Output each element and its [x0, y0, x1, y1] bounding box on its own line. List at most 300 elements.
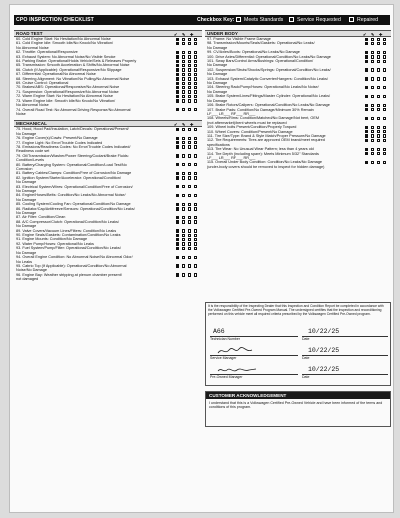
meets-standards-checkbox[interactable] [176, 55, 179, 58]
service-requested-checkbox[interactable] [182, 220, 185, 223]
repaired-checkbox[interactable] [188, 194, 191, 197]
left-column [14, 30, 202, 282]
extra-checkbox[interactable] [194, 220, 197, 223]
meets-standards-checkbox[interactable] [176, 90, 179, 93]
service-requested-checkbox[interactable] [182, 90, 185, 93]
checklist-item-text: 60. Cold Engine Start: No Hesitation/No Abnormal Noise [16, 37, 111, 41]
extra-checkbox[interactable] [383, 95, 386, 98]
service-manager-date-label: Date [302, 355, 310, 360]
meets-standards-checkbox[interactable] [176, 207, 179, 210]
service-manager-date-value: 10/22/25 [308, 347, 340, 354]
extra-checkbox[interactable] [194, 176, 197, 179]
meets-standards-checkbox[interactable] [365, 77, 368, 80]
service-requested-checkbox[interactable] [182, 273, 185, 276]
checklist-item-text: 103. Exhaust System/Catalytic Converter/Hangers: Condition/No Leaks/ [207, 76, 328, 81]
service-requested-checkbox[interactable] [182, 154, 185, 157]
repaired-checkbox[interactable] [188, 145, 191, 148]
checklist-item-text: No Damage [207, 98, 228, 103]
extra-checkbox[interactable] [383, 152, 386, 155]
repaired-checkbox[interactable] [188, 95, 191, 98]
meets-standards-checkbox[interactable] [176, 145, 179, 148]
extra-checkbox[interactable] [383, 126, 386, 129]
checklist-item-text: 62. Throttle: Operational/Responsive [16, 50, 78, 55]
checklist-header-bar [14, 15, 390, 25]
repaired-checkbox[interactable] [188, 141, 191, 144]
repaired-checkbox[interactable] [377, 148, 380, 151]
repaired-checkbox[interactable] [377, 161, 380, 164]
checklist-item-text: No Damage [207, 63, 228, 68]
service-requested-checkbox[interactable] [371, 117, 374, 120]
checklist-item-text: 100. Drive Axles/Differential: Operational/Condition/No Leaks/No Damage [207, 54, 331, 59]
extra-checkbox[interactable] [383, 108, 386, 111]
meets-standards-checkbox[interactable] [176, 264, 179, 267]
key-service-requested: Service Requested [297, 17, 341, 23]
repaired-checkbox[interactable] [188, 73, 191, 76]
repaired-checkbox[interactable] [188, 77, 191, 80]
meets-standards-checkbox[interactable] [176, 64, 179, 67]
extra-checkbox[interactable] [194, 68, 197, 71]
checklist-item-text: 70. Brakes/ABS: Operational/Responsive/No Abnormal Noise [16, 85, 120, 90]
repaired-checkbox[interactable] [377, 77, 380, 80]
extra-checkbox[interactable] [194, 194, 197, 197]
checklist-item-text: 78. Emissions/Readiness Codes: No Error/Trouble Codes Indicated/ [16, 144, 131, 149]
repaired-checkbox[interactable] [188, 220, 191, 223]
service-requested-checkbox[interactable] [182, 51, 185, 54]
repaired-checkbox[interactable] [188, 238, 191, 241]
service-requested-checkbox[interactable] [182, 128, 185, 131]
repaired-checkbox[interactable] [188, 86, 191, 89]
repaired-checkbox[interactable] [377, 104, 380, 107]
checklist-item-text: 114. Tire Depth (including spare): Meets Minimum 5/32" Standards [207, 151, 319, 156]
customer-acknowledgement-box [205, 391, 391, 427]
service-requested-checkbox[interactable] [182, 82, 185, 85]
repaired-checkbox[interactable] [377, 134, 380, 137]
checklist-item-text: No Damage [16, 180, 37, 185]
repaired-checkbox[interactable] [188, 64, 191, 67]
repaired-checkbox[interactable] [188, 108, 191, 111]
service-requested-checkbox[interactable] [371, 42, 374, 45]
repaired-checkbox[interactable] [377, 55, 380, 58]
mechanical-list [14, 127, 202, 281]
repaired-box [349, 17, 354, 22]
service-requested-checkbox[interactable] [371, 51, 374, 54]
extra-checkbox[interactable] [194, 234, 197, 237]
meets-standards-checkbox[interactable] [176, 242, 179, 245]
repaired-checkbox[interactable] [188, 185, 191, 188]
service-requested-checkbox[interactable] [371, 139, 374, 142]
meets-standards-checkbox[interactable] [365, 95, 368, 98]
meets-standards-checkbox[interactable] [365, 60, 368, 63]
service-requested-checkbox[interactable] [182, 38, 185, 41]
road-test-title: ROAD TEST [16, 31, 43, 36]
extra-checkbox[interactable] [194, 229, 197, 232]
checklist-item-text: 82. Ignition System/Starter/Accelerator: Operational/Condition/ [16, 175, 121, 180]
meets-standards-checkbox[interactable] [176, 220, 179, 223]
service-requested-checkbox[interactable] [371, 152, 374, 155]
meets-standards-checkbox[interactable] [365, 38, 368, 41]
extra-checkbox[interactable] [194, 73, 197, 76]
extra-checkbox[interactable] [383, 68, 386, 71]
meets-standards-checkbox[interactable] [176, 203, 179, 206]
repaired-checkbox[interactable] [188, 42, 191, 45]
service-requested-checkbox[interactable] [182, 216, 185, 219]
service-requested-checkbox[interactable] [371, 77, 374, 80]
meets-standards-checkbox[interactable] [365, 126, 368, 129]
repaired-checkbox[interactable] [377, 95, 380, 98]
repaired-checkbox[interactable] [188, 128, 191, 131]
service-requested-checkbox[interactable] [182, 194, 185, 197]
service-manager-label: Service Manager [210, 355, 237, 360]
service-requested-checkbox[interactable] [182, 207, 185, 210]
checklist-item-text: Readiness code set [16, 149, 50, 154]
service-requested-checkbox[interactable] [182, 163, 185, 166]
service-requested-checkbox[interactable] [182, 145, 185, 148]
extra-checkbox[interactable] [383, 77, 386, 80]
meets-standards-checkbox[interactable] [176, 42, 179, 45]
under-body-list [205, 37, 391, 169]
service-requested-checkbox[interactable] [182, 99, 185, 102]
meets-standards-checkbox[interactable] [176, 82, 179, 85]
meets-standards-checkbox[interactable] [176, 163, 179, 166]
checklist-item-text: 111. Tire Size/Type: Brand & Style Match/Proper Pressure/No Damage [207, 133, 326, 138]
meets-standards-checkbox[interactable] [176, 172, 179, 175]
checklist-item-text: 69. Cruise Control: Operational [16, 81, 69, 86]
service-requested-checkbox[interactable] [182, 42, 185, 45]
extra-checkbox[interactable] [194, 60, 197, 63]
meets-standards-checkbox[interactable] [176, 51, 179, 54]
meets-standards-checkbox[interactable] [176, 247, 179, 250]
extra-checkbox[interactable] [194, 207, 197, 210]
repaired-checkbox[interactable] [188, 247, 191, 250]
extra-checkbox[interactable] [194, 154, 197, 157]
checklist-item-text: 77. Engine Light: No Error/Trouble Codes Indicated [16, 140, 103, 145]
cpo-manager-label: Pre-Owned Manager [210, 374, 243, 379]
meets-standards-checkbox[interactable] [176, 273, 179, 276]
checklist-item-text: 104. Steering Rack/Pump/Hoses: Operational/No Leaks/No Noise/ [207, 85, 319, 90]
extra-checkbox[interactable] [383, 139, 386, 142]
service-requested-checkbox[interactable] [371, 104, 374, 107]
extra-checkbox[interactable] [383, 38, 386, 41]
service-manager-row [210, 347, 388, 359]
extra-checkbox[interactable] [194, 238, 197, 241]
checklist-item-text: 93. Fuel System/Pump/Filter: Operational/Condition/No Leaks/ [16, 246, 121, 251]
service-requested-checkbox[interactable] [182, 77, 185, 80]
repaired-checkbox[interactable] [188, 203, 191, 206]
repaired-checkbox[interactable] [188, 154, 191, 157]
checklist-item-text: No Damage [16, 224, 37, 229]
meets-standards-checkbox[interactable] [176, 38, 179, 41]
meets-standards-checkbox[interactable] [176, 176, 179, 179]
repaired-checkbox[interactable] [377, 152, 380, 155]
service-requested-checkbox[interactable] [182, 238, 185, 241]
extra-checkbox[interactable] [194, 216, 197, 219]
service-requested-checkbox[interactable] [182, 242, 185, 245]
extra-checkbox[interactable] [383, 55, 386, 58]
meets-standards-checkbox[interactable] [365, 134, 368, 137]
checklist-item-text: 84. Engine/Hoses/Belts: Condition/No Leaks/No Abnormal Noise/ [16, 193, 126, 198]
service-requested-checkbox[interactable] [371, 161, 374, 164]
service-requested-checkbox[interactable] [371, 134, 374, 137]
meets-standards-checkbox[interactable] [176, 68, 179, 71]
extra-checkbox[interactable] [383, 42, 386, 45]
service-requested-checkbox[interactable] [182, 264, 185, 267]
extra-checkbox[interactable] [194, 242, 197, 245]
checklist-item-text: 68. Steering Alignment: No Vibration/No Pulling/No Abnormal Noise [16, 76, 130, 81]
meets-standards-checkbox[interactable] [365, 55, 368, 58]
extra-checkbox[interactable] [194, 273, 197, 276]
checklist-row [205, 165, 391, 169]
technician-row [210, 328, 388, 340]
meets-standards-checkbox[interactable] [365, 42, 368, 45]
meets-standards-checkbox[interactable] [176, 77, 179, 80]
service-requested-checkbox[interactable] [182, 86, 185, 89]
meets-standards-checkbox[interactable] [176, 234, 179, 237]
extra-checkbox[interactable] [194, 77, 197, 80]
extra-checkbox[interactable] [383, 51, 386, 54]
repaired-checkbox[interactable] [377, 86, 380, 89]
repaired-checkbox[interactable] [377, 126, 380, 129]
checklist-item-text: 63. Exhaust System: No Abnormal Noise/No Visible Smoke [16, 54, 116, 59]
service-requested-checkbox[interactable] [182, 229, 185, 232]
repaired-checkbox[interactable] [188, 229, 191, 232]
checklist-item-text: 87. Air Filter: Condition/Clean [16, 215, 66, 220]
check-icon: ✔ [174, 32, 178, 37]
service-requested-checkbox[interactable] [182, 95, 185, 98]
service-requested-checkbox[interactable] [182, 141, 185, 144]
checklist-item-text: 92. Water Pump/Hoses: Operational/No Leaks [16, 241, 94, 246]
service-requested-checkbox[interactable] [182, 172, 185, 175]
meets-standards-checkbox[interactable] [176, 99, 179, 102]
inspection-page [9, 4, 394, 513]
service-requested-checkbox[interactable] [371, 95, 374, 98]
extra-checkbox[interactable] [383, 117, 386, 120]
service-requested-checkbox[interactable] [182, 234, 185, 237]
meets-standards-checkbox[interactable] [176, 154, 179, 157]
meets-standards-checkbox[interactable] [176, 229, 179, 232]
meets-standards-checkbox[interactable] [176, 216, 179, 219]
repaired-checkbox[interactable] [188, 207, 191, 210]
checklist-item-text: No Abnormal Noise [16, 103, 49, 108]
checklist-item-text: 75. Hood, Hood Pad/Insulation, Latch/Decals: Operational/Present/ [16, 127, 129, 132]
meets-standards-checkbox[interactable] [365, 152, 368, 155]
service-requested-checkbox[interactable] [182, 176, 185, 179]
repaired-checkbox[interactable] [377, 117, 380, 120]
service-requested-checkbox[interactable] [371, 38, 374, 41]
meets-standards-checkbox[interactable] [365, 68, 368, 71]
repaired-checkbox[interactable] [188, 68, 191, 71]
service-requested-checkbox[interactable] [371, 126, 374, 129]
service-requested-checkbox[interactable] [182, 64, 185, 67]
repaired-checkbox[interactable] [377, 42, 380, 45]
extra-checkbox[interactable] [194, 95, 197, 98]
checklist-item-text: No Damage [16, 189, 37, 193]
meets-standards-checkbox[interactable] [365, 86, 368, 89]
checklist-row [14, 112, 202, 116]
meets-standards-checkbox[interactable] [176, 256, 179, 259]
extra-checkbox[interactable] [383, 86, 386, 89]
checklist-item-text: 97. Frame: No Visible Frame Damage [207, 37, 271, 41]
repaired-checkbox[interactable] [188, 60, 191, 63]
meets-standards-checkbox[interactable] [365, 51, 368, 54]
repaired-checkbox[interactable] [188, 163, 191, 166]
meets-standards-checkbox[interactable] [176, 60, 179, 63]
check-icon: ✔ [363, 32, 367, 37]
service-requested-checkbox[interactable] [371, 68, 374, 71]
repaired-checkbox[interactable] [377, 68, 380, 71]
meets-standards-checkbox[interactable] [365, 104, 368, 107]
extra-checkbox[interactable] [383, 134, 386, 137]
repaired-checkbox[interactable] [188, 99, 191, 102]
service-requested-checkbox[interactable] [182, 247, 185, 250]
extra-checkbox[interactable] [194, 137, 197, 140]
meets-standards-checkbox[interactable] [365, 161, 368, 164]
extra-checkbox[interactable] [194, 145, 197, 148]
meets-standards-checkbox[interactable] [365, 148, 368, 151]
repaired-checkbox[interactable] [188, 176, 191, 179]
meets-standards-checkbox[interactable] [365, 130, 368, 133]
service-requested-checkbox[interactable] [182, 185, 185, 188]
checklist-item-text: 95. Cabrio Top (If Applicable): Operational/Condition/No Abnormal [16, 263, 127, 268]
service-requested-checkbox[interactable] [182, 73, 185, 76]
meets-standards-checkbox[interactable] [365, 117, 368, 120]
check-icon: ✔ [174, 122, 178, 128]
repaired-checkbox[interactable] [188, 216, 191, 219]
extra-checkbox[interactable] [194, 51, 197, 54]
repaired-checkbox[interactable] [188, 172, 191, 175]
checklist-item-text: No Damage [207, 72, 228, 77]
service-requested-checkbox[interactable] [371, 55, 374, 58]
repaired-checkbox[interactable] [188, 256, 191, 259]
wrench-icon: ✎ [371, 32, 375, 37]
checklist-item-text: No Leaks [16, 259, 33, 264]
cpo-manager-date-value: 10/22/25 [308, 366, 340, 373]
repair-icon: ✚ [190, 32, 194, 37]
extra-checkbox[interactable] [194, 172, 197, 175]
checklist-item-text: No Damage [16, 250, 37, 255]
service-requested-checkbox[interactable] [371, 148, 374, 151]
service-requested-checkbox[interactable] [371, 60, 374, 63]
repaired-checkbox[interactable] [188, 273, 191, 276]
meets-standards-checkbox[interactable] [176, 95, 179, 98]
meets-standards-checkbox[interactable] [176, 141, 179, 144]
repaired-checkbox[interactable] [188, 264, 191, 267]
checklist-item-text: 72. Warm Engine Start: No Hesitation/No Abnormal Noise [16, 94, 113, 99]
checklist-item-text: 76. Engine Cover(s)/Cowls: Present/No Damage [16, 136, 98, 141]
meets-standards-checkbox[interactable] [365, 139, 368, 142]
service-requested-checkbox[interactable] [182, 256, 185, 259]
checklist-item-text: 115. Overall Under Body Condition: Condition/No Leaks/No Damage [207, 160, 322, 165]
extra-checkbox[interactable] [194, 128, 197, 131]
repaired-checkbox[interactable] [377, 139, 380, 142]
checklist-item-text: 85. Cooling System/Cooling Fan: Operational/Condition/No Damage [16, 202, 131, 207]
extra-checkbox[interactable] [194, 38, 197, 41]
extra-checkbox[interactable] [194, 82, 197, 85]
extra-checkbox[interactable] [194, 141, 197, 144]
repaired-checkbox[interactable] [188, 51, 191, 54]
meets-standards-checkbox[interactable] [176, 185, 179, 188]
meets-standards-checkbox[interactable] [365, 108, 368, 111]
extra-checkbox[interactable] [383, 161, 386, 164]
meets-standards-checkbox[interactable] [176, 73, 179, 76]
extra-checkbox[interactable] [194, 42, 197, 45]
repaired-checkbox[interactable] [188, 82, 191, 85]
meets-standards-checkbox[interactable] [176, 137, 179, 140]
checklist-item-text: 90. Engine Seals/Gaskets: Contamination/Condition/No Leaks [16, 233, 121, 238]
repaired-checkbox[interactable] [188, 234, 191, 237]
technician-date-value: 10/22/25 [308, 328, 340, 335]
repaired-checkbox[interactable] [188, 55, 191, 58]
checklist-item-text: 61. Cold Engine Idle: Smooth Idle/No Knock/No Vibration/ [16, 41, 114, 46]
checklist-item-text: specifications [207, 142, 230, 147]
extra-checkbox[interactable] [194, 90, 197, 93]
meets-standards-checkbox[interactable] [176, 128, 179, 131]
service-requested-checkbox[interactable] [182, 108, 185, 111]
meets-standards-checkbox[interactable] [176, 238, 179, 241]
service-requested-checkbox[interactable] [182, 55, 185, 58]
extra-checkbox[interactable] [383, 130, 386, 133]
extra-checkbox[interactable] [194, 55, 197, 58]
service-requested-checkbox[interactable] [371, 86, 374, 89]
meets-standards-checkbox[interactable] [176, 86, 179, 89]
repaired-checkbox[interactable] [377, 60, 380, 63]
checklist-item-text: 105. Brake System/Lines/Fittings/Master Cylinder: Operational/No Leaks/ [207, 94, 331, 99]
extra-checkbox[interactable] [194, 203, 197, 206]
service-requested-checkbox[interactable] [182, 68, 185, 71]
extra-checkbox[interactable] [194, 247, 197, 250]
extra-checkbox[interactable] [194, 256, 197, 259]
repaired-checkbox[interactable] [188, 38, 191, 41]
checklist-item-text: 83. Electrical System/Wires: Operational/Condition/Free of Corrosion/ [16, 184, 133, 189]
repaired-checkbox[interactable] [188, 90, 191, 93]
service-requested-checkbox[interactable] [182, 60, 185, 63]
extra-checkbox[interactable] [194, 86, 197, 89]
checklist-item-text: 89. Valve Covers/Vacuum Lines/Filters: Condition/No Leaks [16, 228, 117, 233]
repaired-checkbox[interactable] [188, 242, 191, 245]
checklist-item-text: 66. Clutch (If Applicable): Operational/Responsive/No Slippage [16, 67, 122, 72]
extra-checkbox[interactable] [194, 108, 197, 111]
extra-checkbox[interactable] [383, 148, 386, 151]
checklist-item-text: not damaged [16, 277, 39, 282]
extra-checkbox[interactable] [194, 185, 197, 188]
service-requested-checkbox[interactable] [182, 137, 185, 140]
service-requested-checkbox[interactable] [182, 203, 185, 206]
checklist-item-text: No Damage [207, 89, 228, 94]
repaired-checkbox[interactable] [377, 51, 380, 54]
repaired-checkbox[interactable] [377, 108, 380, 111]
checklist-item-text: 101. Sway Bars/Control Arms/Bushings: Operational/Condition/ [207, 59, 314, 64]
extra-checkbox[interactable] [383, 60, 386, 63]
repaired-checkbox[interactable] [188, 137, 191, 140]
repaired-checkbox[interactable] [377, 130, 380, 133]
extra-checkbox[interactable] [194, 163, 197, 166]
service-requested-checkbox[interactable] [371, 108, 374, 111]
extra-checkbox[interactable] [194, 99, 197, 102]
checklist-item-text: 67. Differential: Operational/No Abnormal Noise [16, 72, 96, 77]
meets-standards-checkbox[interactable] [176, 194, 179, 197]
extra-checkbox[interactable] [194, 264, 197, 267]
extra-checkbox[interactable] [194, 64, 197, 67]
checklist-item-text: 96. Engine Bay: Weather stripping at plenum chamber present/ [16, 272, 122, 277]
customer-acknowledgement-text: I understand that this is a Volkswagen Certified Pre-Owned Vehicle and have been informed of the terms and conditions of this program. [209, 401, 383, 410]
service-requested-checkbox[interactable] [371, 130, 374, 133]
repaired-checkbox[interactable] [377, 38, 380, 41]
checklist-item-text: 112. Tire Requirements: Tires are approved OEM brand/meet required [207, 138, 325, 143]
road-test-header [14, 30, 202, 37]
meets-standards-box [236, 17, 241, 22]
extra-checkbox[interactable] [383, 104, 386, 107]
checklist-item-text: 86. Radiator/Cap/Antifreeze/Sensors: Operational/Condition/No Leaks/ [16, 206, 135, 211]
meets-standards-checkbox[interactable] [176, 108, 179, 111]
